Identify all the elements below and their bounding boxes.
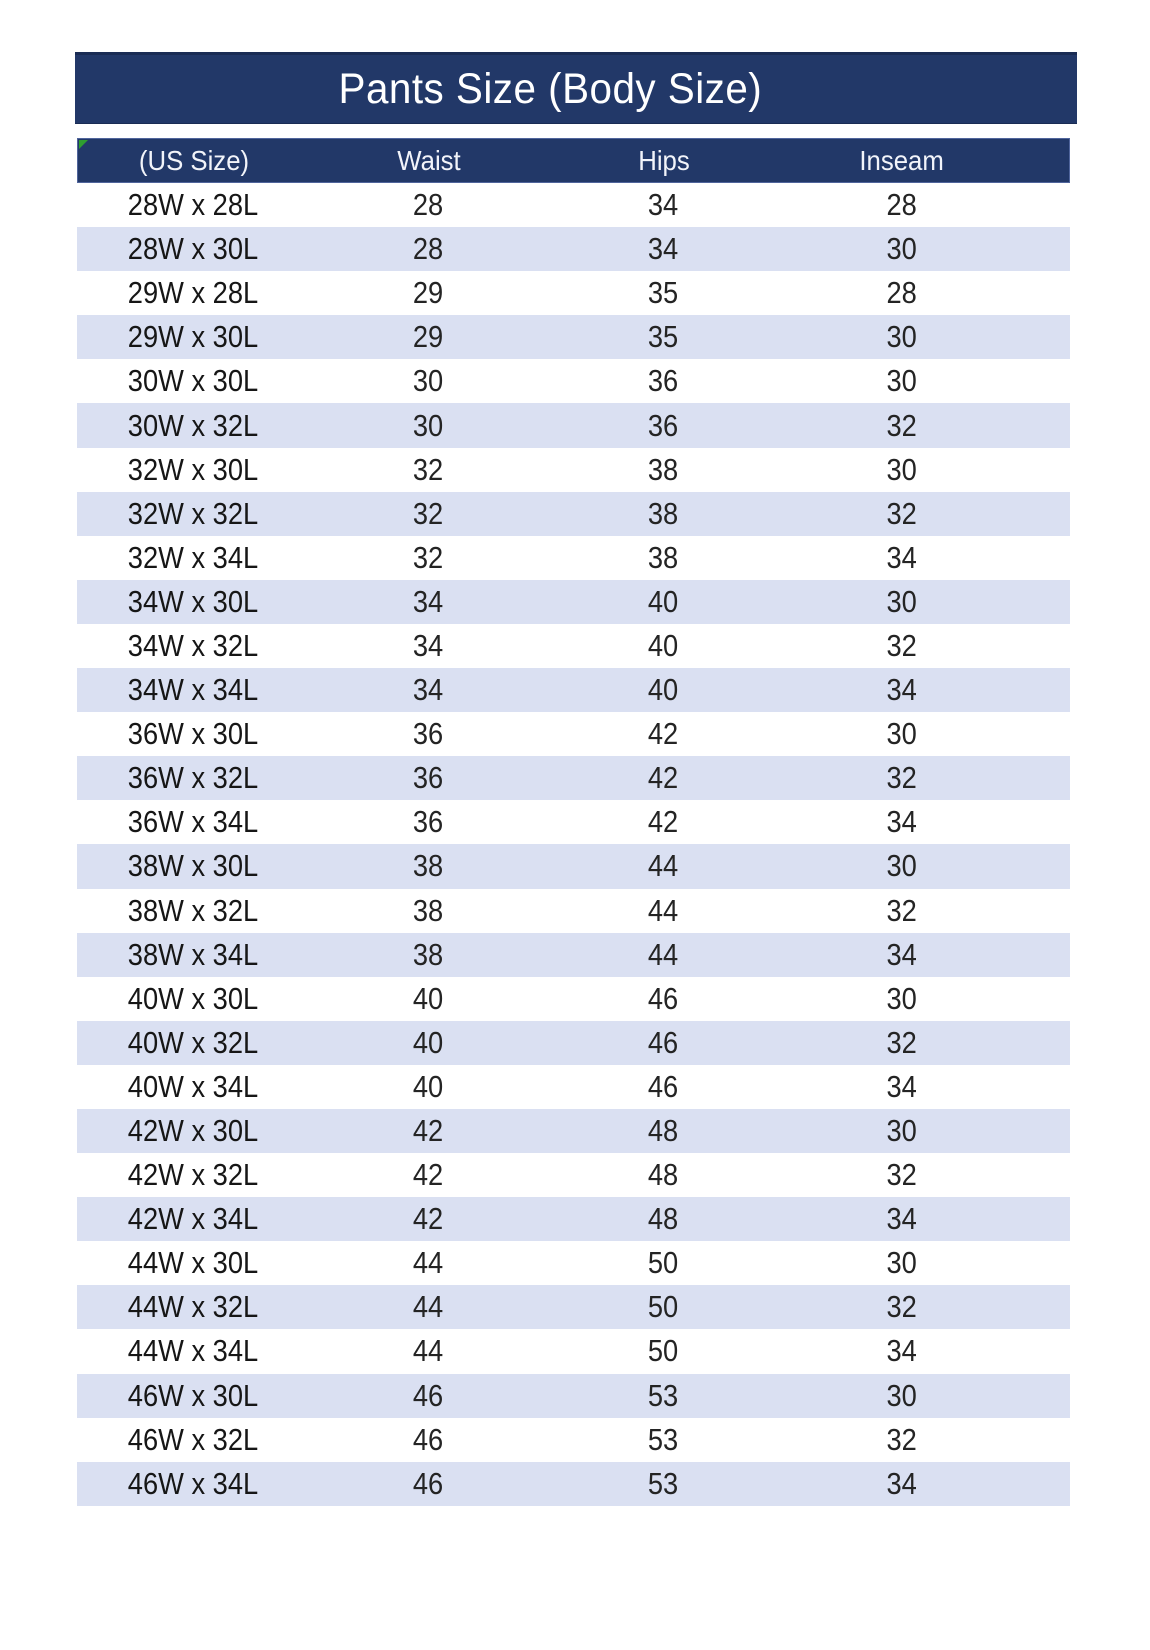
measurement-cell: 48: [647, 1201, 679, 1237]
chart-title: Pants Size (Body Size): [338, 64, 762, 113]
measurement-cell: 29: [412, 275, 444, 311]
measurement-cell: 28: [886, 187, 917, 223]
measurement-cell: 30: [886, 716, 917, 752]
measurement-cell: 38: [647, 539, 679, 575]
measurement-cell: 29: [412, 319, 444, 355]
size-cell: 44W x 34L: [127, 1333, 259, 1369]
measurement-cell: 50: [647, 1245, 679, 1281]
measurement-cell: 50: [647, 1289, 679, 1325]
measurement-cell: 46: [412, 1421, 444, 1457]
measurement-cell: 42: [412, 1201, 444, 1237]
table-row: [77, 403, 1070, 447]
measurement-cell: 38: [647, 495, 679, 531]
size-table: [77, 138, 1070, 1506]
measurement-cell: 42: [647, 804, 679, 840]
table-row: [77, 977, 1070, 1021]
measurement-cell: 36: [412, 804, 444, 840]
size-cell: 28W x 30L: [127, 231, 259, 267]
table-row: [77, 668, 1070, 712]
measurement-cell: 34: [886, 1068, 917, 1104]
measurement-cell: 44: [412, 1333, 444, 1369]
measurement-cell: 48: [647, 1113, 679, 1149]
table-row: [77, 1065, 1070, 1109]
table-row: [77, 1329, 1070, 1373]
measurement-cell: 32: [412, 539, 444, 575]
measurement-cell: 40: [647, 583, 679, 619]
size-cell: 32W x 32L: [127, 495, 259, 531]
measurement-cell: 48: [647, 1157, 679, 1193]
measurement-cell: 46: [412, 1377, 444, 1413]
size-cell: 34W x 32L: [127, 627, 259, 663]
column-header-inseam: Inseam: [859, 144, 944, 176]
size-cell: 44W x 30L: [127, 1245, 259, 1281]
measurement-cell: 36: [412, 760, 444, 796]
measurement-cell: 32: [886, 495, 917, 531]
table-row: [77, 712, 1070, 756]
table-row: [77, 889, 1070, 933]
size-cell: 40W x 32L: [127, 1024, 259, 1060]
measurement-cell: 38: [412, 892, 444, 928]
measurement-cell: 44: [412, 1289, 444, 1325]
size-cell: 38W x 34L: [127, 936, 259, 972]
table-row: [77, 1021, 1070, 1065]
size-cell: 29W x 30L: [127, 319, 259, 355]
measurement-cell: 28: [886, 275, 917, 311]
chart-title-bar: [75, 52, 1077, 124]
measurement-cell: 44: [647, 848, 679, 884]
measurement-cell: 44: [647, 892, 679, 928]
size-cell: 36W x 32L: [127, 760, 259, 796]
size-cell: 36W x 34L: [127, 804, 259, 840]
size-cell: 42W x 32L: [127, 1157, 259, 1193]
measurement-cell: 40: [647, 627, 679, 663]
table-row: [77, 1153, 1070, 1197]
measurement-cell: 30: [886, 848, 917, 884]
measurement-cell: 34: [886, 936, 917, 972]
measurement-cell: 42: [412, 1113, 444, 1149]
measurement-cell: 32: [412, 495, 444, 531]
measurement-cell: 40: [412, 980, 444, 1016]
measurement-cell: 46: [647, 1024, 679, 1060]
table-row: [77, 1109, 1070, 1153]
measurement-cell: 30: [886, 1245, 917, 1281]
measurement-cell: 30: [886, 1377, 917, 1413]
size-cell: 36W x 30L: [127, 716, 259, 752]
size-cell: 44W x 32L: [127, 1289, 259, 1325]
table-row: [77, 933, 1070, 977]
measurement-cell: 30: [886, 363, 917, 399]
measurement-cell: 35: [647, 275, 679, 311]
measurement-cell: 44: [412, 1245, 444, 1281]
table-row: [77, 271, 1070, 315]
measurement-cell: 44: [647, 936, 679, 972]
measurement-cell: 38: [412, 848, 444, 884]
table-row: [77, 624, 1070, 668]
table-row: [77, 580, 1070, 624]
measurement-cell: 32: [886, 892, 917, 928]
measurement-cell: 30: [412, 363, 444, 399]
measurement-cell: 53: [647, 1377, 679, 1413]
size-cell: 46W x 34L: [127, 1465, 259, 1501]
table-row: [77, 183, 1070, 227]
size-cell: 40W x 30L: [127, 980, 259, 1016]
measurement-cell: 32: [886, 1421, 917, 1457]
size-cell: 38W x 32L: [127, 892, 259, 928]
table-row: [77, 448, 1070, 492]
size-cell: 34W x 30L: [127, 583, 259, 619]
measurement-cell: 34: [647, 187, 679, 223]
table-row: [77, 844, 1070, 888]
size-cell: 46W x 32L: [127, 1421, 259, 1457]
table-row: [77, 1241, 1070, 1285]
measurement-cell: 53: [647, 1421, 679, 1457]
table-row: [77, 315, 1070, 359]
measurement-cell: 34: [647, 231, 679, 267]
measurement-cell: 42: [647, 716, 679, 752]
column-header-waist: Waist: [397, 144, 461, 176]
measurement-cell: 32: [886, 407, 917, 443]
measurement-cell: 30: [886, 319, 917, 355]
measurement-cell: 34: [886, 672, 917, 708]
measurement-cell: 34: [412, 583, 444, 619]
measurement-cell: 34: [886, 804, 917, 840]
measurement-cell: 40: [647, 672, 679, 708]
measurement-cell: 30: [886, 1113, 917, 1149]
measurement-cell: 34: [886, 1333, 917, 1369]
measurement-cell: 30: [886, 231, 917, 267]
table-body: [77, 183, 1070, 1506]
size-cell: 29W x 28L: [127, 275, 259, 311]
size-cell: 30W x 32L: [127, 407, 259, 443]
table-row: [77, 227, 1070, 271]
measurement-cell: 36: [647, 407, 679, 443]
measurement-cell: 34: [412, 672, 444, 708]
table-row: [77, 800, 1070, 844]
measurement-cell: 40: [412, 1068, 444, 1104]
size-cell: 32W x 30L: [127, 451, 259, 487]
table-row: [77, 1462, 1070, 1506]
measurement-cell: 30: [412, 407, 444, 443]
measurement-cell: 34: [886, 539, 917, 575]
size-cell: 34W x 34L: [127, 672, 259, 708]
measurement-cell: 34: [886, 1465, 917, 1501]
measurement-cell: 35: [647, 319, 679, 355]
table-row: [77, 1285, 1070, 1329]
column-header-hips: Hips: [638, 144, 690, 176]
measurement-cell: 30: [886, 583, 917, 619]
size-cell: 28W x 28L: [127, 187, 259, 223]
size-cell: 46W x 30L: [127, 1377, 259, 1413]
measurement-cell: 32: [886, 1289, 917, 1325]
measurement-cell: 36: [412, 716, 444, 752]
measurement-cell: 53: [647, 1465, 679, 1501]
measurement-cell: 32: [886, 760, 917, 796]
measurement-cell: 34: [886, 1201, 917, 1237]
table-row: [77, 1418, 1070, 1462]
measurement-cell: 32: [886, 1024, 917, 1060]
size-cell: 42W x 34L: [127, 1201, 259, 1237]
size-cell: 30W x 30L: [127, 363, 259, 399]
table-row: [77, 359, 1070, 403]
measurement-cell: 42: [647, 760, 679, 796]
measurement-cell: 46: [412, 1465, 444, 1501]
measurement-cell: 46: [647, 980, 679, 1016]
measurement-cell: 36: [647, 363, 679, 399]
measurement-cell: 28: [412, 187, 444, 223]
measurement-cell: 32: [886, 1157, 917, 1193]
table-row: [77, 756, 1070, 800]
size-cell: 38W x 30L: [127, 848, 259, 884]
size-cell: 42W x 30L: [127, 1113, 259, 1149]
size-cell: 40W x 34L: [127, 1068, 259, 1104]
table-row: [77, 1374, 1070, 1418]
measurement-cell: 42: [412, 1157, 444, 1193]
table-row: [77, 492, 1070, 536]
size-cell: 32W x 34L: [127, 539, 259, 575]
measurement-cell: 38: [647, 451, 679, 487]
table-header-row: [77, 138, 1070, 183]
measurement-cell: 46: [647, 1068, 679, 1104]
measurement-cell: 30: [886, 451, 917, 487]
measurement-cell: 32: [886, 627, 917, 663]
table-row: [77, 536, 1070, 580]
measurement-cell: 32: [412, 451, 444, 487]
measurement-cell: 28: [412, 231, 444, 267]
measurement-cell: 38: [412, 936, 444, 972]
measurement-cell: 30: [886, 980, 917, 1016]
measurement-cell: 34: [412, 627, 444, 663]
column-header-us-size: (US Size): [138, 144, 250, 176]
measurement-cell: 50: [647, 1333, 679, 1369]
table-row: [77, 1197, 1070, 1241]
measurement-cell: 40: [412, 1024, 444, 1060]
